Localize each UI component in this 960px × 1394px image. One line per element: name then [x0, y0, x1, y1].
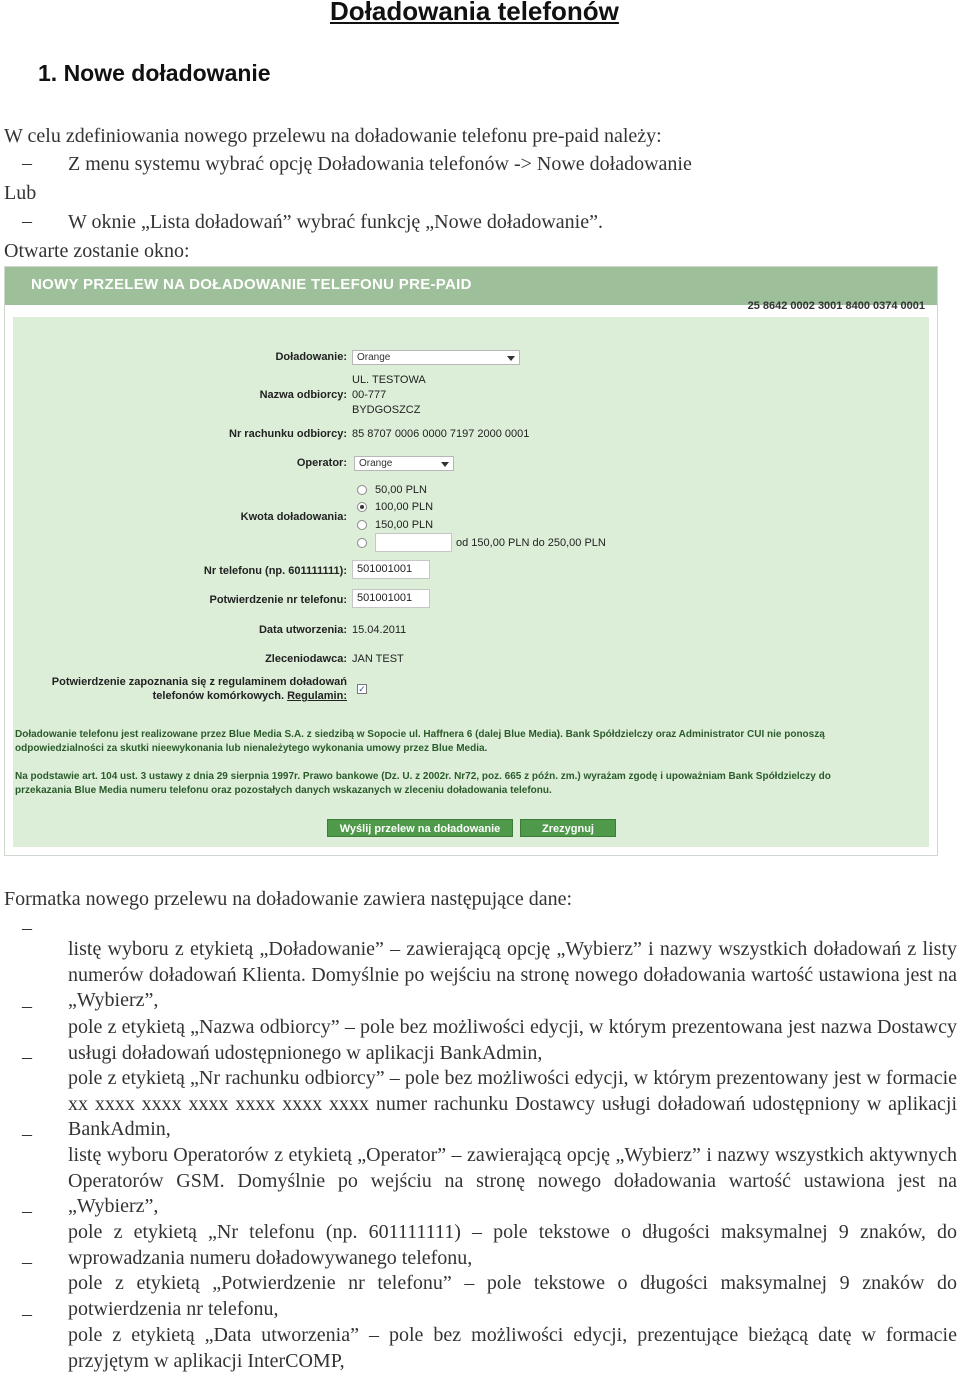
- step-2: W oknie „Lista doładowań” wybrać funkcję „Nowe doładowanie”.: [68, 211, 603, 233]
- regulamin-link[interactable]: Regulamin:: [287, 690, 347, 702]
- nazwa-line-2: 00-777: [352, 389, 387, 401]
- operator-select-value: Orange: [359, 458, 393, 469]
- regulamin-label-1: Potwierdzenie zapoznania się z regulaminem doładowań: [51, 676, 347, 688]
- regulamin-checkbox[interactable]: ✓: [358, 684, 366, 694]
- step-1: Z menu systemu wybrać opcję Doładowania telefonów -> Nowe doładowanie: [68, 153, 692, 175]
- zleceniodawca-label: Zleceniodawca:: [265, 653, 347, 665]
- dash-bullet: –: [22, 1303, 32, 1325]
- kwota-option-150: 150,00 PLN: [375, 519, 434, 531]
- chevron-down-icon: [507, 356, 515, 361]
- form-screenshot: [4, 266, 938, 856]
- note-line-3: Na podstawie art. 104 ust. 3 ustawy z dnia 29 sierpnia 1997r. Prawo bankowe (Dz. U. z 2002r. Nr72, poz. 665 z późn. zm.) wyrażam zgodę i upoważniam Bank Spółdzielczy do: [15, 771, 831, 782]
- kwota-radio-custom[interactable]: [357, 538, 367, 548]
- send-button[interactable]: Wyślij przelew na doładowanie: [327, 819, 513, 837]
- list-item-text: pole z etykietą „Data utworzenia” – pole bez możliwości edycji, prezentujące bieżącą datę w formacie przyjętym w aplikacji InterCOMP,: [68, 1324, 957, 1372]
- account-number: 25 8642 0002 3001 8400 0374 0001: [747, 300, 925, 312]
- rachunek-value: 85 8707 0006 0000 7197 2000 0001: [352, 428, 530, 440]
- kwota-radio-50[interactable]: [357, 485, 367, 495]
- page-heading: Doładowania telefonów: [330, 0, 619, 26]
- operator-select[interactable]: [354, 456, 454, 471]
- nazwa-line-1: UL. TESTOWA: [352, 374, 426, 386]
- note-line-2: odpowiedzialności za skutki nieewykonania lub nienależytego wykonania umowy przez Blue Media.: [15, 743, 488, 754]
- data-value: 15.04.2011: [352, 624, 407, 636]
- dash-bullet: –: [22, 1123, 32, 1145]
- telefon-label: Nr telefonu (np. 601111111):: [203, 565, 347, 577]
- regulamin-label-2-row: [27, 690, 347, 702]
- kwota-label: Kwota doładowania:: [240, 511, 347, 523]
- chevron-down-icon: [441, 462, 449, 467]
- dash-bullet: –: [22, 917, 32, 939]
- intro-text: W celu zdefiniowania nowego przelewu na doładowanie telefonu pre-paid należy:: [4, 125, 662, 147]
- doladowanie-label: Doładowanie:: [275, 351, 347, 363]
- kwota-radio-150[interactable]: [357, 520, 367, 530]
- list-item-text: pole z etykietą „Nazwa odbiorcy” – pole bez możliwości edycji, w którym prezentowana jest nazwa Dostawcy usługi doładowań udostępnionego w aplikacji BankAdmin,: [68, 1016, 957, 1064]
- regulamin-label-2: telefonów komórkowych.: [152, 690, 285, 702]
- formatka-intro: Formatka nowego przelewu na doładowanie zawiera następujące dane:: [4, 888, 573, 910]
- kwota-option-50: 50,00 PLN: [375, 484, 427, 496]
- kwota-custom-hint: od 150,00 PLN do 250,00 PLN: [456, 537, 606, 549]
- note-line-1: Doładowanie telefonu jest realizowane przez Blue Media S.A. z siedzibą w Sopocie ul. Haffnera 6 (dalej Blue Media). Bank Spółdzielczy oraz Administrator CUI nie ponoszą: [15, 729, 825, 740]
- potwierdzenie-input[interactable]: 501001001: [352, 589, 430, 608]
- nazwa-line-3: BYDGOSZCZ: [352, 404, 421, 416]
- doladowanie-select-value: Orange: [357, 352, 391, 363]
- dash-bullet: –: [22, 1200, 32, 1222]
- operator-label: Operator:: [296, 457, 347, 469]
- nazwa-odbiorcy-label: Nazwa odbiorcy:: [259, 389, 347, 401]
- list-item-text: listę wyboru Operatorów z etykietą „Operator” – zawierającą opcję „Wybierz” i nazwy wszystkich aktywnych Operatorów GSM. Domyślnie po wejściu na stronę nowego doładowania wartość ustawiona jest na „Wybierz”,: [68, 1144, 957, 1217]
- dash-bullet: –: [22, 210, 32, 232]
- list-item: [68, 1303, 957, 1394]
- form-title: NOWY PRZELEW NA DOŁADOWANIE TELEFONU PRE-PAID: [31, 276, 472, 293]
- list-item-text: pole z etykietą „Potwierdzenie nr telefonu” – pole tekstowe o długości maksymalnej 9 znaków do potwierdzenia nr telefonu,: [68, 1272, 957, 1320]
- note-line-4: przekazania Blue Media numeru telefonu oraz pozostałych danych wskazanych w zleceniu doładowania telefonu.: [15, 785, 552, 796]
- potwierdzenie-label: Potwierdzenie nr telefonu:: [209, 594, 347, 606]
- telefon-input[interactable]: 501001001: [352, 560, 430, 579]
- doladowanie-select[interactable]: [352, 350, 520, 365]
- cancel-button[interactable]: Zrezygnuj: [520, 819, 616, 837]
- rachunek-label: Nr rachunku odbiorcy:: [229, 428, 347, 440]
- section-heading: 1. Nowe doładowanie: [38, 60, 271, 86]
- kwota-radio-100[interactable]: [357, 502, 367, 512]
- kwota-option-100: 100,00 PLN: [375, 501, 434, 513]
- data-label: Data utworzenia:: [258, 624, 347, 636]
- list-item-text: pole z etykietą „Nr telefonu (np. 601111111) – pole tekstowe o długości maksymalnej 9 znaków, do wprowadzania numeru doładowywanego telefonu,: [68, 1221, 957, 1269]
- list-item-text: pole z etykietą „Nr rachunku odbiorcy” – pole bez możliwości edycji, w którym prezentowany jest w formacie xx xxxx xxxx xxxx xxxx xxxx xxxx numer rachunku Dostawcy usługi doładowań udostępniony w aplikacji BankAdmin,: [68, 1067, 957, 1140]
- kwota-custom-input[interactable]: [375, 533, 452, 552]
- dash-bullet: –: [22, 1046, 32, 1068]
- opened-text: Otwarte zostanie okno:: [4, 240, 190, 262]
- zleceniodawca-value: JAN TEST: [352, 653, 404, 665]
- dash-bullet: –: [22, 1251, 32, 1273]
- or-text: Lub: [4, 182, 37, 204]
- dash-bullet: –: [22, 995, 32, 1017]
- dash-bullet: –: [22, 152, 32, 174]
- list-item-text: listę wyboru z etykietą „Doładowanie” – zawierającą opcję „Wybierz” i nazwy wszystkich doładowań z listy numerów doładowań Klienta. Domyślnie po wejściu na stronę nowego doładowania wartość ustawiona jest na „Wybierz”,: [68, 938, 957, 1011]
